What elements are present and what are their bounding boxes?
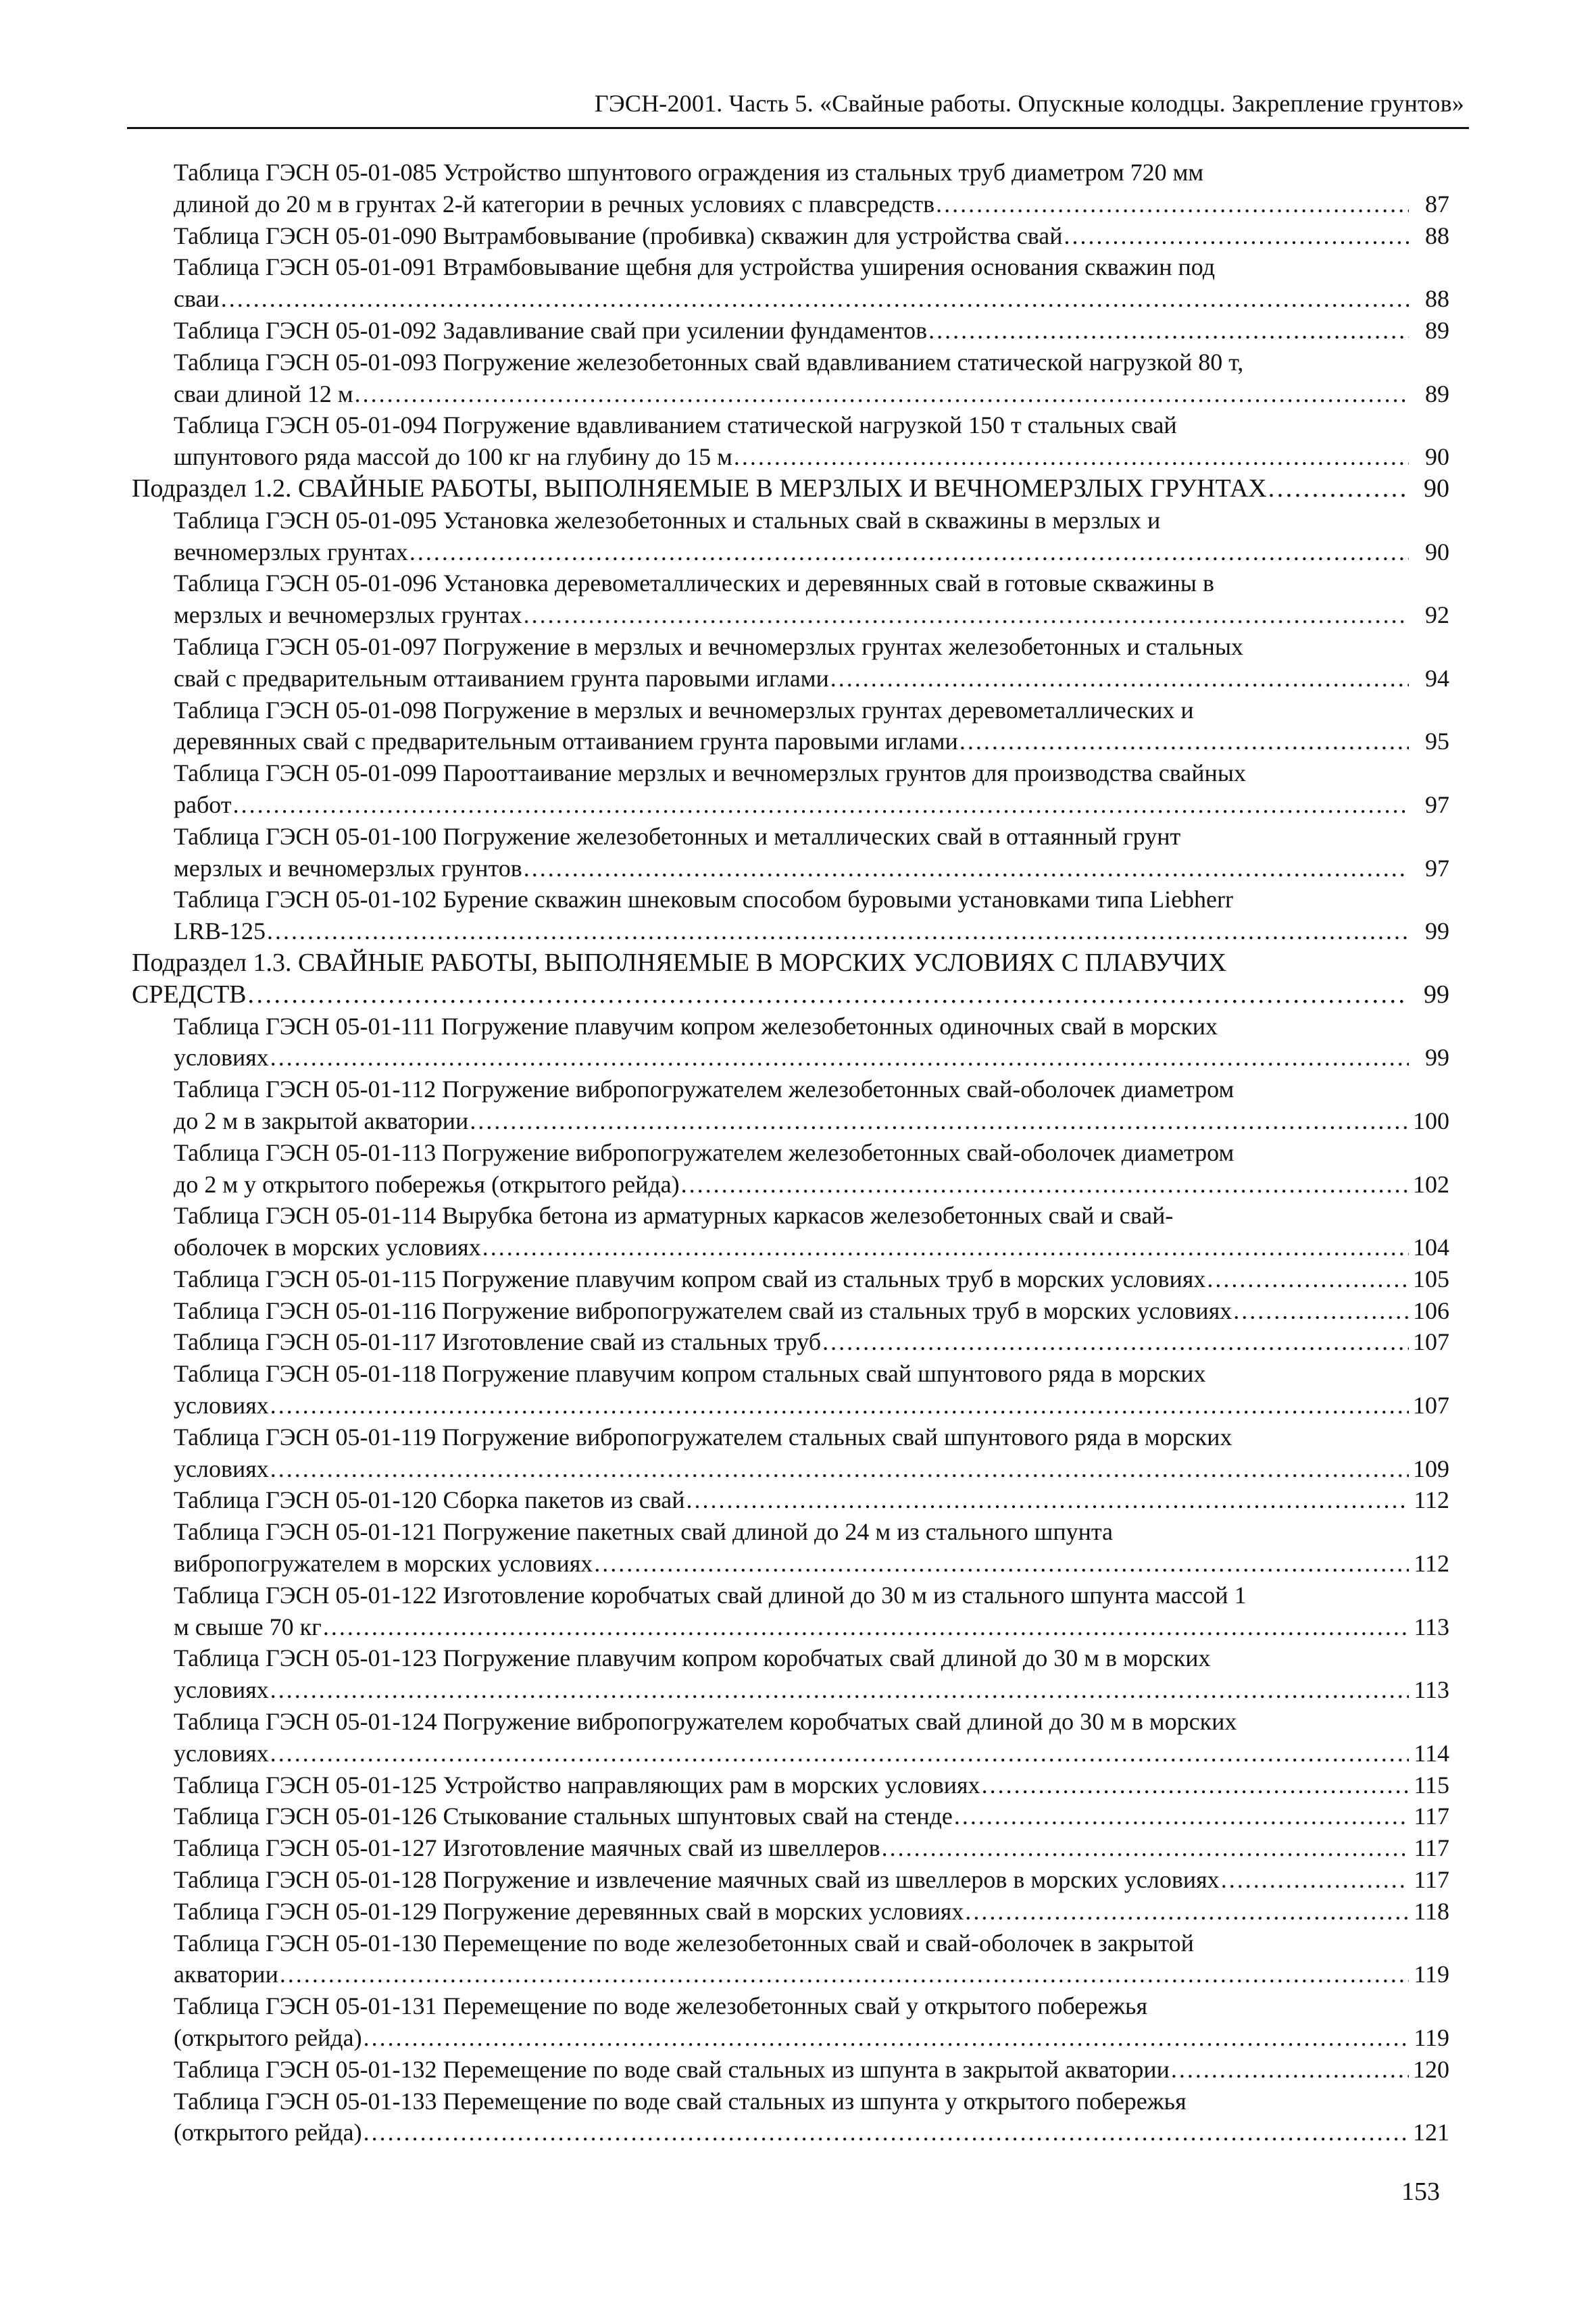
toc-entry-line: условиях xyxy=(174,1044,269,1072)
toc-entry-line: до 2 м у открытого побережья (открытого рейда) xyxy=(174,1170,680,1198)
toc-entry-title xyxy=(132,821,1410,884)
toc-table-entry[interactable] xyxy=(132,1832,1449,1864)
toc-table-entry[interactable] xyxy=(132,1295,1449,1327)
dot-leader xyxy=(270,1453,1409,1485)
dot-leader xyxy=(482,1232,1409,1263)
toc-page-number: 112 xyxy=(1414,1550,1449,1578)
toc-entry-title xyxy=(132,1990,1410,2054)
toc-entry-last-line xyxy=(174,599,1410,631)
toc-entry-line: Подраздел 1.3. СВАЙНЫЕ РАБОТЫ, ВЫПОЛНЯЕМЫЕ В МОРСКИХ УСЛОВИЯХ С ПЛАВУЧИХ xyxy=(132,948,1227,977)
toc-table-entry[interactable] xyxy=(132,1516,1449,1580)
dot-leader xyxy=(882,1832,1409,1864)
toc-entry-last-line xyxy=(174,2117,1410,2148)
toc-entry-line: Таблица ГЭСН 05-01-132 Перемещение по воде свай стальных из шпунта в закрытой акватории xyxy=(174,2055,1170,2083)
toc-entry-line: Таблица ГЭСН 05-01-119 Погружение вибропогружателем стальных свай шпунтового ряда в морских xyxy=(174,1423,1232,1451)
toc-entry-title xyxy=(132,1137,1410,1201)
toc-table-entry[interactable] xyxy=(132,1422,1449,1485)
toc-entry-title xyxy=(132,347,1410,410)
toc-entry-line: Таблица ГЭСН 05-01-129 Погружение деревянных свай в морских условиях xyxy=(174,1897,964,1925)
toc-table-entry[interactable] xyxy=(132,1580,1449,1643)
toc-entry-line: сваи xyxy=(174,285,220,313)
toc-entry-line: Таблица ГЭСН 05-01-118 Погружение плавучим копром стальных свай шпунтового ряда в морских xyxy=(174,1360,1206,1388)
toc-table-entry[interactable] xyxy=(132,251,1449,315)
toc-table-entry[interactable] xyxy=(132,2086,1449,2149)
toc-page-number: 107 xyxy=(1413,1392,1449,1419)
dot-leader xyxy=(687,1484,1409,1516)
toc-section-entry[interactable] xyxy=(132,947,1449,1011)
toc-entry-title xyxy=(132,1326,1410,1358)
toc-entry-title xyxy=(132,1358,1410,1422)
dot-leader xyxy=(1233,1295,1409,1327)
dot-leader xyxy=(364,2022,1409,2054)
toc-entry-line: условиях xyxy=(174,1676,269,1704)
toc-entry-last-line xyxy=(174,2054,1410,2086)
toc-entry-line: Таблица ГЭСН 05-01-099 Парооттаивание мерзлых и вечномерзлых грунтов для производства свайных xyxy=(174,759,1247,787)
dot-leader xyxy=(270,1042,1409,1074)
toc-entry-last-line xyxy=(174,1390,1410,1422)
toc-entry-title xyxy=(132,1516,1410,1580)
toc-entry-last-line xyxy=(174,536,1410,568)
toc-page-number: 87 xyxy=(1425,190,1449,218)
toc-entry-last-line xyxy=(174,853,1410,884)
dot-leader xyxy=(936,188,1409,220)
toc-table-entry[interactable] xyxy=(132,757,1449,821)
toc-entry-line: Таблица ГЭСН 05-01-111 Погружение плавучим копром железобетонных одиночных свай в морских xyxy=(174,1012,1218,1040)
toc-entry-line: свай с предварительным оттаиванием грунта паровыми иглами xyxy=(174,664,829,692)
dot-leader xyxy=(594,1548,1409,1580)
toc-table-entry[interactable] xyxy=(132,1011,1449,1074)
toc-entry-line: сваи длиной 12 м xyxy=(174,380,353,407)
toc-entry-title xyxy=(132,1642,1410,1706)
toc-entry-line: Таблица ГЭСН 05-01-098 Погружение в мерзлых и вечномерзлых грунтах деревометаллических и xyxy=(174,696,1194,724)
toc-entry-last-line xyxy=(174,441,1410,473)
toc-entry-title xyxy=(132,1864,1410,1896)
toc-page-number: 119 xyxy=(1414,2024,1449,2052)
toc-entry-line: мерзлых и вечномерзлых грунтах xyxy=(174,601,522,629)
toc-entry-title xyxy=(132,1928,1410,1991)
toc-entry-title xyxy=(132,1896,1410,1928)
toc-entry-last-line xyxy=(174,378,1410,410)
toc-entry-line: длиной до 20 м в грунтах 2-й категории в речных условиях с плавсредств xyxy=(174,190,935,218)
toc-entry-line: акватории xyxy=(174,1961,278,1988)
toc-page-number: 88 xyxy=(1425,285,1449,313)
toc-entry-last-line xyxy=(174,1548,1410,1580)
toc-entry-title xyxy=(132,631,1410,695)
toc-entry-last-line xyxy=(174,1295,1410,1327)
toc-table-entry[interactable] xyxy=(132,1706,1449,1769)
toc-entry-title xyxy=(132,473,1410,505)
toc-entry-line: Таблица ГЭСН 05-01-116 Погружение вибропогружателем свай из стальных труб в морских условиях xyxy=(174,1297,1232,1324)
toc-entry-line: Таблица ГЭСН 05-01-091 Втрамбовывание щебня для устройства уширения основания скважин под xyxy=(174,253,1216,281)
toc-entry-title xyxy=(132,2086,1410,2149)
toc-entry-last-line xyxy=(174,315,1410,347)
toc-entry-line: Таблица ГЭСН 05-01-133 Перемещение по воде свай стальных из шпунта у открытого побережья xyxy=(174,2087,1187,2115)
toc-entry-line: LRB-125 xyxy=(174,917,266,945)
toc-page-number: 89 xyxy=(1425,380,1449,407)
toc-entry-last-line xyxy=(174,1896,1410,1928)
toc-entry-title xyxy=(132,1200,1410,1263)
toc-page-number: 112 xyxy=(1414,1486,1449,1514)
toc-table-entry[interactable] xyxy=(132,884,1449,947)
toc-page-number: 104 xyxy=(1413,1234,1449,1261)
dot-leader xyxy=(928,315,1409,347)
toc-entry-title xyxy=(132,220,1410,252)
dot-leader xyxy=(1221,1864,1409,1896)
toc-table-entry[interactable] xyxy=(132,347,1449,410)
toc-entry-line: Подраздел 1.2. СВАЙНЫЕ РАБОТЫ, ВЫПОЛНЯЕМЫЕ В МЕРЗЛЫХ И ВЕЧНОМЕРЗЛЫХ ГРУНТАХ xyxy=(132,474,1267,503)
toc-entry-title xyxy=(132,315,1410,347)
toc-table-entry[interactable] xyxy=(132,2054,1449,2086)
toc-table-entry[interactable] xyxy=(132,1864,1449,1896)
toc-entry-line: Таблица ГЭСН 05-01-115 Погружение плавучим копром свай из стальных труб в морских условиях xyxy=(174,1265,1206,1292)
toc-page-number: 120 xyxy=(1413,2055,1449,2083)
dot-leader xyxy=(355,378,1409,410)
toc-entry-line: Таблица ГЭСН 05-01-126 Стыкование стальных шпунтовых свай на стенде xyxy=(174,1803,953,1830)
toc-entry-title xyxy=(132,884,1410,947)
toc-page-number: 114 xyxy=(1414,1739,1449,1767)
toc-page-number: 107 xyxy=(1413,1328,1449,1356)
toc-entry-last-line xyxy=(174,1769,1410,1801)
toc-entry-line: Таблица ГЭСН 05-01-125 Устройство направляющих рам в морских условиях xyxy=(174,1771,980,1799)
toc-table-entry[interactable] xyxy=(132,1642,1449,1706)
toc-page-number: 99 xyxy=(1425,917,1449,945)
toc-entry-title xyxy=(132,1074,1410,1137)
toc-entry-title xyxy=(132,947,1410,1011)
toc-table-entry[interactable] xyxy=(132,1074,1449,1137)
toc-entry-title xyxy=(132,1706,1410,1769)
toc-entry-line: Таблица ГЭСН 05-01-094 Погружение вдавливанием статической нагрузкой 150 т стальных свай xyxy=(174,411,1177,439)
toc-page-number: 88 xyxy=(1425,222,1449,249)
dot-leader xyxy=(954,1801,1409,1832)
toc-entry-title xyxy=(132,157,1410,220)
toc-page-number: 113 xyxy=(1414,1676,1449,1704)
toc-page-number: 118 xyxy=(1414,1897,1449,1925)
dot-leader xyxy=(270,1738,1409,1769)
toc-entry-last-line xyxy=(174,915,1410,947)
toc-entry-last-line xyxy=(132,473,1410,505)
dot-leader xyxy=(221,283,1409,315)
toc-entry-line: Таблица ГЭСН 05-01-127 Изготовление маячных свай из швеллеров xyxy=(174,1834,880,1862)
dot-leader xyxy=(1268,473,1409,505)
toc-table-entry[interactable] xyxy=(132,1358,1449,1422)
toc-entry-last-line xyxy=(132,979,1410,1011)
toc-table-entry[interactable] xyxy=(132,1484,1449,1516)
dot-leader xyxy=(959,726,1409,757)
toc-table-entry[interactable] xyxy=(132,157,1449,220)
toc-entry-last-line xyxy=(174,1674,1410,1706)
toc-entry-title xyxy=(132,1422,1410,1485)
toc-entry-title xyxy=(132,1580,1410,1643)
toc-entry-line: Таблица ГЭСН 05-01-117 Изготовление свай из стальных труб xyxy=(174,1328,822,1356)
toc-entry-line: Таблица ГЭСН 05-01-128 Погружение и извлечение маячных свай из швеллеров в морских условиях xyxy=(174,1866,1220,1894)
toc-entry-line: Таблица ГЭСН 05-01-085 Устройство шпунтового ограждения из стальных труб диаметром 720 мм xyxy=(174,159,1204,186)
toc-page-number: 90 xyxy=(1425,538,1449,565)
dot-leader xyxy=(323,1611,1409,1643)
toc-entry-line: деревянных свай с предварительным оттаиванием грунта паровыми иглами xyxy=(174,728,958,755)
toc-entry-title xyxy=(132,409,1410,473)
toc-entry-title xyxy=(132,1484,1410,1516)
toc-entry-line: СРЕДСТВ xyxy=(132,980,247,1009)
toc-page-number: 99 xyxy=(1424,980,1449,1009)
dot-leader xyxy=(270,1674,1409,1706)
toc-entry-last-line xyxy=(174,663,1410,695)
toc-entry-line: оболочек в морских условиях xyxy=(174,1234,481,1261)
toc-page-number: 99 xyxy=(1425,1044,1449,1072)
toc-entry-title xyxy=(132,1801,1410,1832)
toc-entry-title xyxy=(132,251,1410,315)
toc-entry-line: до 2 м в закрытой акватории xyxy=(174,1107,469,1134)
toc-entry-line: Таблица ГЭСН 05-01-122 Изготовление коробчатых свай длиной до 30 м из стального шпунта массой 1 xyxy=(174,1581,1247,1609)
toc-table-entry[interactable] xyxy=(132,568,1449,631)
toc-table-entry[interactable] xyxy=(132,1896,1449,1928)
page-number: 153 xyxy=(1401,2178,1440,2206)
toc-entry-line: Таблица ГЭСН 05-01-114 Вырубка бетона из арматурных каркасов железобетонных свай и свай- xyxy=(174,1202,1174,1230)
toc-entry-line: Таблица ГЭСН 05-01-090 Вытрамбовывание (пробивка) скважин для устройства свай xyxy=(174,222,1063,249)
toc-entry-last-line xyxy=(174,1959,1410,1990)
toc-table-entry[interactable] xyxy=(132,1200,1449,1263)
header-rule xyxy=(127,127,1469,129)
dot-leader xyxy=(1171,2054,1409,2086)
toc-table-entry[interactable] xyxy=(132,220,1449,252)
dot-leader xyxy=(364,2117,1409,2148)
toc-page-number: 119 xyxy=(1414,1961,1449,1988)
dot-leader xyxy=(734,441,1409,473)
toc-entry-last-line xyxy=(174,726,1410,757)
toc-section-entry[interactable] xyxy=(132,473,1449,505)
toc-entry-line: (открытого рейда) xyxy=(174,2024,362,2052)
toc-entry-title xyxy=(132,2054,1410,2086)
toc-entry-title xyxy=(132,695,1410,758)
toc-entry-line: мерзлых и вечномерзлых грунтов xyxy=(174,854,522,882)
toc-page-number: 90 xyxy=(1425,443,1449,471)
toc-entry-last-line xyxy=(174,220,1410,252)
toc-table-entry[interactable] xyxy=(132,1263,1449,1295)
toc-entry-last-line xyxy=(174,1453,1410,1485)
toc-entry-line: Таблица ГЭСН 05-01-112 Погружение вибропогружателем железобетонных свай-оболочек диаметром xyxy=(174,1076,1235,1103)
toc-page-number: 105 xyxy=(1413,1265,1449,1292)
dot-leader xyxy=(270,1390,1409,1422)
dot-leader xyxy=(830,663,1409,695)
dot-leader xyxy=(822,1326,1409,1358)
toc-entry-line: м свыше 70 кг xyxy=(174,1613,322,1640)
toc-table-entry[interactable] xyxy=(132,631,1449,695)
toc-page-number: 109 xyxy=(1413,1455,1449,1482)
table-of-contents xyxy=(132,157,1449,2148)
toc-page-number: 92 xyxy=(1425,601,1449,629)
toc-table-entry[interactable] xyxy=(132,505,1449,568)
dot-leader xyxy=(409,536,1409,568)
dot-leader xyxy=(1064,220,1409,252)
toc-entry-last-line xyxy=(174,1738,1410,1769)
toc-entry-line: шпунтового ряда массой до 100 кг на глубину до 15 м xyxy=(174,443,732,471)
toc-entry-last-line xyxy=(174,1801,1410,1832)
toc-table-entry[interactable] xyxy=(132,315,1449,347)
dot-leader xyxy=(248,979,1409,1011)
toc-entry-last-line xyxy=(174,188,1410,220)
toc-entry-line: Таблица ГЭСН 05-01-092 Задавливание свай при усилении фундаментов xyxy=(174,316,928,344)
toc-entry-line: Таблица ГЭСН 05-01-097 Погружение в мерзлых и вечномерзлых грунтах железобетонных и стальных xyxy=(174,632,1244,660)
toc-entry-title xyxy=(132,1295,1410,1327)
toc-entry-title xyxy=(132,1011,1410,1074)
toc-table-entry[interactable] xyxy=(132,1326,1449,1358)
dot-leader xyxy=(267,915,1409,947)
toc-entry-line: условиях xyxy=(174,1739,269,1767)
toc-entry-line: Таблица ГЭСН 05-01-124 Погружение вибропогружателем коробчатых свай длиной до 30 м в морских xyxy=(174,1708,1237,1736)
toc-page-number: 97 xyxy=(1425,790,1449,818)
toc-table-entry[interactable] xyxy=(132,695,1449,758)
toc-entry-line: (открытого рейда) xyxy=(174,2119,362,2146)
dot-leader xyxy=(1207,1263,1409,1295)
toc-table-entry[interactable] xyxy=(132,1990,1449,2054)
toc-entry-last-line xyxy=(174,1832,1410,1864)
dot-leader xyxy=(280,1959,1409,1990)
dot-leader xyxy=(965,1896,1409,1928)
toc-table-entry[interactable] xyxy=(132,1801,1449,1832)
toc-entry-last-line xyxy=(174,1232,1410,1263)
toc-entry-title xyxy=(132,757,1410,821)
toc-entry-line: Таблица ГЭСН 05-01-102 Бурение скважин шнековым способом буровыми установками типа Liebherr xyxy=(174,886,1234,913)
toc-entry-line: Таблица ГЭСН 05-01-093 Погружение железобетонных свай вдавливанием статической нагрузкой 80 т, xyxy=(174,348,1244,376)
toc-entry-title xyxy=(132,1263,1410,1295)
toc-table-entry[interactable] xyxy=(132,1928,1449,1991)
toc-entry-last-line xyxy=(174,1169,1410,1201)
dot-leader xyxy=(681,1169,1409,1201)
toc-page-number: 117 xyxy=(1414,1803,1449,1830)
toc-table-entry[interactable] xyxy=(132,1137,1449,1201)
toc-page-number: 95 xyxy=(1425,728,1449,755)
toc-entry-title xyxy=(132,505,1410,568)
toc-entry-last-line xyxy=(174,1611,1410,1643)
toc-page-number: 100 xyxy=(1413,1107,1449,1134)
toc-entry-line: Таблица ГЭСН 05-01-100 Погружение железобетонных и металлических свай в оттаянный грунт xyxy=(174,822,1181,850)
toc-entry-line: вечномерзлых грунтах xyxy=(174,538,408,565)
toc-entry-last-line xyxy=(174,1105,1410,1137)
toc-page-number: 89 xyxy=(1425,316,1449,344)
toc-entry-line: Таблица ГЭСН 05-01-131 Перемещение по воде железобетонных свай у открытого побережья xyxy=(174,1992,1148,2020)
toc-page-number: 97 xyxy=(1425,854,1449,882)
toc-entry-last-line xyxy=(174,789,1410,821)
dot-leader xyxy=(524,599,1409,631)
toc-entry-last-line xyxy=(174,283,1410,315)
toc-entry-line: Таблица ГЭСН 05-01-121 Погружение пакетных свай длиной до 24 м из стального шпунта xyxy=(174,1518,1114,1546)
toc-table-entry[interactable] xyxy=(132,821,1449,884)
running-header: ГЭСН-2001. Часть 5. «Свайные работы. Опускные колодцы. Закрепление грунтов» xyxy=(594,90,1464,117)
toc-page-number: 90 xyxy=(1424,474,1449,503)
dot-leader xyxy=(470,1105,1409,1137)
toc-entry-line: Таблица ГЭСН 05-01-123 Погружение плавучим копром коробчатых свай длиной до 30 м в морских xyxy=(174,1644,1211,1672)
toc-table-entry[interactable] xyxy=(132,409,1449,473)
toc-page-number: 94 xyxy=(1425,664,1449,692)
toc-entry-line: работ xyxy=(174,790,232,818)
toc-entry-line: Таблица ГЭСН 05-01-120 Сборка пакетов из свай xyxy=(174,1486,685,1514)
toc-entry-title xyxy=(132,568,1410,631)
toc-page-number: 117 xyxy=(1414,1834,1449,1862)
toc-entry-line: Таблица ГЭСН 05-01-095 Установка железобетонных и стальных свай в скважины в мерзлых и xyxy=(174,506,1161,534)
toc-entry-last-line xyxy=(174,1263,1410,1295)
toc-entry-last-line xyxy=(174,1484,1410,1516)
toc-entry-line: условиях xyxy=(174,1455,269,1482)
toc-entry-line: Таблица ГЭСН 05-01-130 Перемещение по воде железобетонных свай и свай-оболочек в закрытой xyxy=(174,1929,1194,1957)
toc-page-number: 115 xyxy=(1414,1771,1449,1799)
toc-entry-title xyxy=(132,1832,1410,1864)
toc-entry-last-line xyxy=(174,1326,1410,1358)
toc-entry-last-line xyxy=(174,1042,1410,1074)
toc-entry-line: Таблица ГЭСН 05-01-113 Погружение вибропогружателем железобетонных свай-оболочек диаметром xyxy=(174,1138,1235,1166)
toc-page-number: 113 xyxy=(1414,1613,1449,1640)
dot-leader xyxy=(524,853,1409,884)
toc-page-number: 117 xyxy=(1414,1866,1449,1894)
dot-leader xyxy=(982,1769,1409,1801)
toc-entry-last-line xyxy=(174,1864,1410,1896)
dot-leader xyxy=(233,789,1409,821)
toc-entry-line: Таблица ГЭСН 05-01-096 Установка деревометаллических и деревянных свай в готовые скважины в xyxy=(174,570,1214,597)
toc-table-entry[interactable] xyxy=(132,1769,1449,1801)
toc-page-number: 121 xyxy=(1413,2119,1449,2146)
toc-entry-last-line xyxy=(174,2022,1410,2054)
toc-page-number: 102 xyxy=(1413,1170,1449,1198)
toc-page-number: 106 xyxy=(1413,1297,1449,1324)
toc-entry-title xyxy=(132,1769,1410,1801)
toc-entry-line: вибропогружателем в морских условиях xyxy=(174,1550,593,1578)
toc-entry-line: условиях xyxy=(174,1392,269,1419)
